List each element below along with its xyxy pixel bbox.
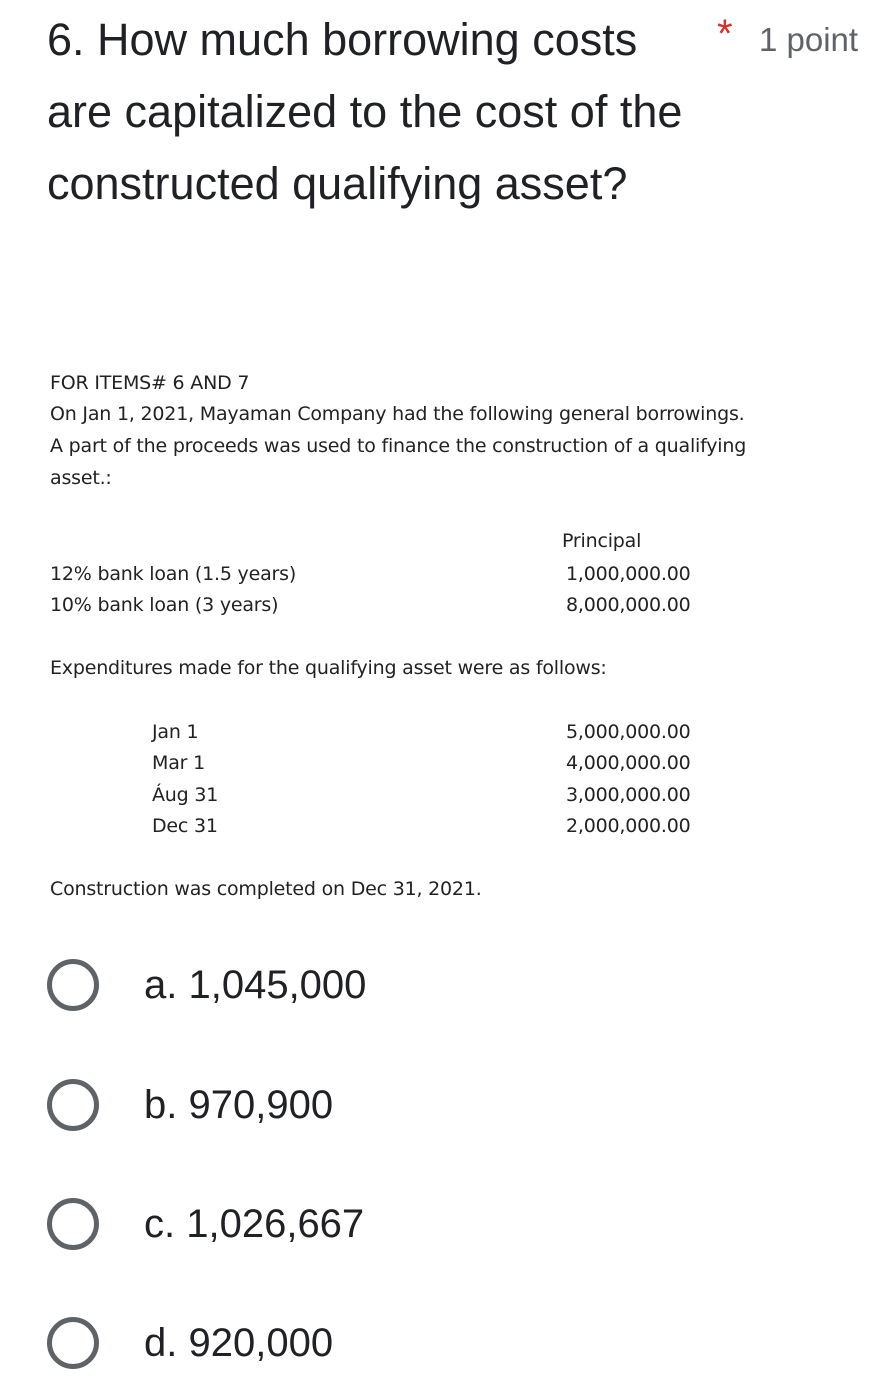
option-a[interactable] xyxy=(47,950,747,1020)
question-title: 6. How much borrowing costs are capitalized to the cost of the constructed qualifying asset? xyxy=(47,14,683,209)
expenditures-heading: Expenditures made for the qualifying asset were as follows: xyxy=(50,657,607,679)
intro-line: On Jan 1, 2021, Mayaman Company had the following general borrowings. xyxy=(50,403,745,425)
principal-column-header: Principal xyxy=(562,530,642,552)
intro-line: asset.: xyxy=(50,467,112,489)
expenditure-date: Mar 1 xyxy=(152,752,205,774)
question-header xyxy=(47,0,867,290)
loan-name: 10% bank loan (3 years) xyxy=(50,594,279,616)
loan-amount: 1,000,000.00 xyxy=(566,563,691,585)
option-d[interactable] xyxy=(47,1308,747,1378)
points-label: 1 point xyxy=(759,21,859,58)
expenditure-date: Jan 1 xyxy=(152,721,199,743)
option-label[interactable]: a. 1,045,000 xyxy=(144,962,367,1007)
problem-image xyxy=(0,360,870,910)
option-label[interactable]: d. 920,000 xyxy=(144,1320,334,1365)
option-c[interactable] xyxy=(47,1189,747,1259)
expenditure-amount: 2,000,000.00 xyxy=(566,815,691,837)
radio-button[interactable] xyxy=(47,1198,99,1250)
required-marker: * xyxy=(717,12,733,56)
intro-line: A part of the proceeds was used to finance the construction of a qualifying xyxy=(50,435,747,457)
expenditure-date: Áug 31 xyxy=(152,784,219,806)
radio-button[interactable] xyxy=(47,1079,99,1131)
option-label[interactable]: c. 1,026,667 xyxy=(144,1201,365,1246)
completion-note: Construction was completed on Dec 31, 2021. xyxy=(50,878,482,900)
radio-button[interactable] xyxy=(47,1317,99,1369)
problem-heading: FOR ITEMS# 6 AND 7 xyxy=(50,372,250,394)
option-label[interactable]: b. 970,900 xyxy=(144,1082,334,1127)
option-b[interactable] xyxy=(47,1070,747,1140)
loan-amount: 8,000,000.00 xyxy=(566,594,691,616)
loan-name: 12% bank loan (1.5 years) xyxy=(50,563,297,585)
expenditure-amount: 5,000,000.00 xyxy=(566,721,691,743)
expenditure-amount: 4,000,000.00 xyxy=(566,752,691,774)
expenditure-amount: 3,000,000.00 xyxy=(566,784,691,806)
radio-button[interactable] xyxy=(47,959,99,1011)
expenditure-date: Dec 31 xyxy=(152,815,218,837)
